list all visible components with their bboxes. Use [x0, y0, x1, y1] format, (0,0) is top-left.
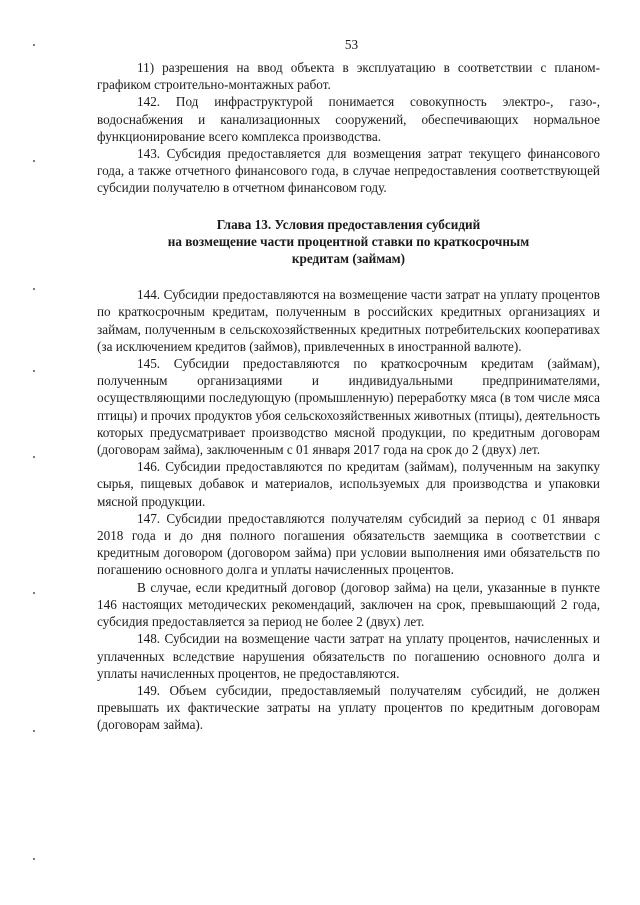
- scan-mark: [33, 288, 35, 290]
- scan-mark: [33, 456, 35, 458]
- paragraph-146: 146. Субсидии предоставляются по кредитам (займам), полученным на закупку сырья, пищевых добавок и материалов, используемых для производства и упаковки мясной продукции.: [97, 459, 600, 509]
- paragraph-142: 142. Под инфраструктурой понимается совокупность электро-, газо-, водоснабжения и канализационных сооружений, обеспечивающих нормальное функционирование всего комплекса производства.: [97, 94, 600, 144]
- chapter-title-line-1: Глава 13. Условия предоставления субсидий: [216, 216, 481, 232]
- scan-mark: [33, 858, 35, 860]
- paragraph-11: 11) разрешения на ввод объекта в эксплуатацию в соответствии с планом-графиком строительно-монтажных работ.: [97, 60, 600, 93]
- paragraph-145: 145. Субсидии предоставляются по краткосрочным кредитам (займам), полученным организациями и индивидуальными предпринимателями, осуществляющими последующую (промышленную) переработку мяса (в том числе мяса птицы) и прочих продуктов убоя сельскохозяйственных животных (птицы), деятельность которых предусматривает производство мясной продукции, по кредитным договорам (договорам займа), заключенным с 01 января 2017 года на срок до 2 (двух) лет.: [97, 356, 601, 458]
- paragraph-148: 148. Субсидии на возмещение части затрат на уплату процентов, начисленных и уплаченных вследствие нарушения обязательств по погашению основного долга и уплаты начисленных процентов, не предоставляются.: [97, 631, 600, 681]
- chapter-title-line-2: на возмещение части процентной ставки по краткосрочным: [167, 233, 530, 249]
- page-number: 53: [344, 37, 359, 52]
- paragraphs-bottom: [97, 286, 600, 733]
- scan-mark: [33, 160, 35, 162]
- paragraph-147-continuation: В случае, если кредитный договор (договор займа) на цели, указанные в пункте 146 настоящих методических рекомендаций, заключен на срок, превышающий 2 года, субсидия предоставляется за период не более 2 (двух) лет.: [97, 579, 600, 630]
- paragraph-143: 143. Субсидия предоставляется для возмещения затрат текущего финансового года, а также отчетного финансового года, в случае непредоставления соответствующей субсидии получателю в отчетном финансовом году.: [97, 146, 600, 196]
- scan-mark: [33, 370, 35, 372]
- chapter-title-line-3: кредитам (займам): [291, 251, 406, 267]
- scan-mark: [33, 730, 35, 732]
- scan-mark: [33, 592, 35, 594]
- paragraph-149: 149. Объем субсидии, предоставляемый получателям субсидий, не должен превышать их фактические затраты на уплату процентов по кредитным договорам (договорам займа).: [97, 682, 600, 733]
- chapter-title: [97, 216, 600, 268]
- paragraphs-top: [97, 59, 600, 197]
- paragraph-147: 147. Субсидии предоставляются получателям субсидий за период с 01 января 2018 года и до дня полного погашения обязательств заемщика в соответствии с кредитным договором (договором займа) при условии выполнения ими обязательств по погашению основного долга и уплаты начисленных процентов.: [97, 510, 600, 578]
- paragraph-144: 144. Субсидии предоставляются на возмещение части затрат на уплату процентов по краткосрочным кредитам, полученным в российских кредитных организациях и займам, полученным в сельскохозяйственных кредитных потребительских кооперативах (за исключением кредитов (займов), привлеченных в иностранной валюте).: [97, 287, 600, 354]
- scan-mark: [33, 44, 35, 46]
